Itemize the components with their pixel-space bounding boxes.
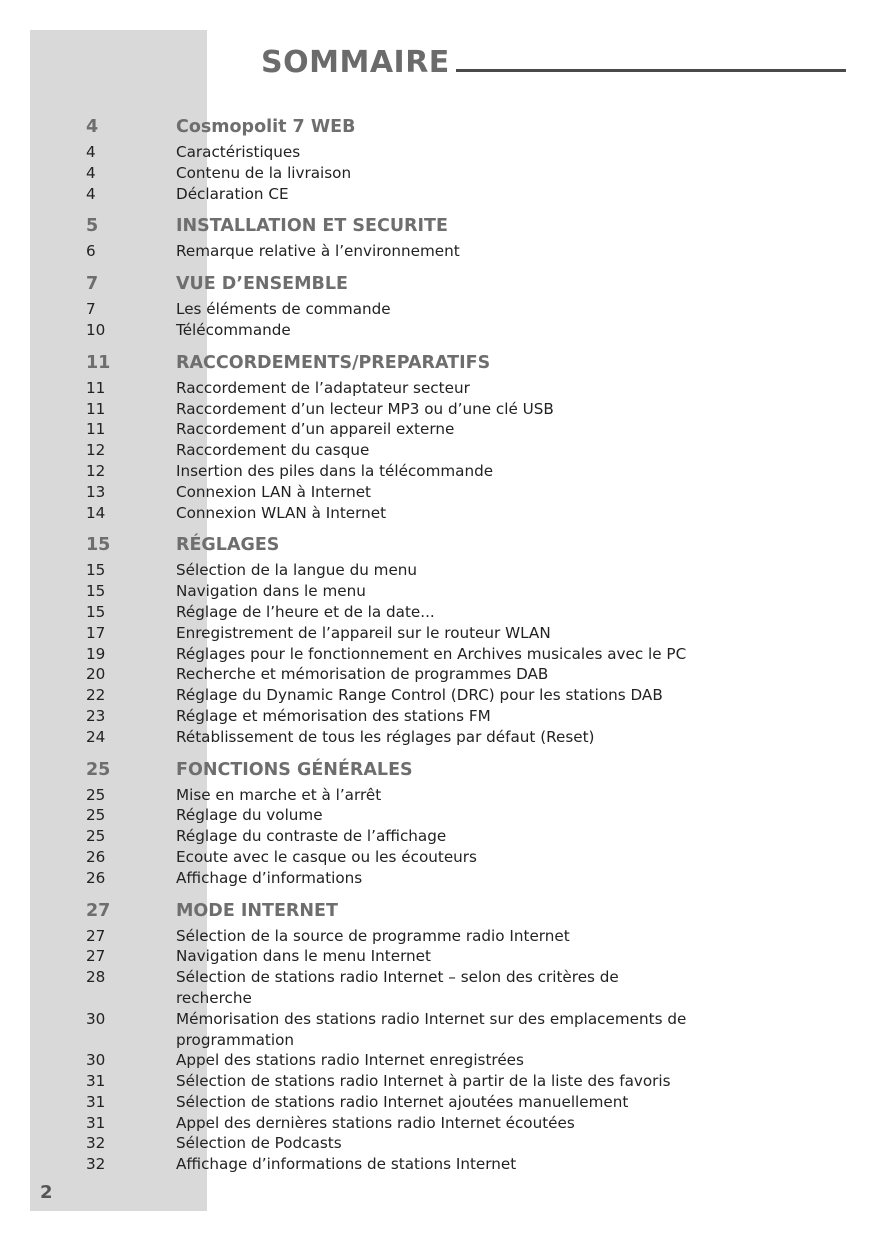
entry-page-number: 4 [86,143,96,161]
entry-page-number: 31 [86,1113,106,1132]
toc-entry[interactable] [0,1154,877,1175]
entry-label: Raccordement d’un appareil externe [176,420,455,439]
entry-page-number: 12 [86,461,106,480]
section-heading-text: RÉGLAGES [176,535,280,556]
entry-label: Insertion des piles dans la télécommande [176,461,494,480]
section-page-number: 11 [86,352,111,373]
entry-page-number: 11 [86,378,106,397]
entry-page-number: 4 [86,163,96,182]
toc-entry[interactable] [0,399,877,420]
toc-entry[interactable] [0,1050,877,1071]
entry-page-number: 27 [86,947,106,966]
toc-entry[interactable] [0,644,877,665]
entry-page-number: 28 [86,968,106,987]
toc-section-heading[interactable] [0,211,877,241]
section-heading-text: MODE INTERNET [176,900,338,921]
entry-label: Réglage du volume [176,806,323,825]
entry-page-number: 25 [86,785,106,804]
toc-entry[interactable] [0,440,877,461]
toc-section-heading[interactable] [0,112,877,142]
entry-page-number: 11 [86,399,106,418]
toc-entry[interactable] [0,503,877,524]
entry-label: Recherche et mémorisation de programmes DAB [176,665,549,684]
entry-label: Réglage du Dynamic Range Control (DRC) pour les stations DAB [176,686,663,705]
toc-entry[interactable] [0,1071,877,1092]
entry-label: Sélection de la langue du menu [176,561,418,580]
toc-entry[interactable] [0,805,877,826]
entry-label: Raccordement d’un lecteur MP3 ou d’une clé USB [176,399,554,418]
toc-entry[interactable] [0,706,877,727]
entry-label: Connexion WLAN à Internet [176,503,387,522]
toc-section [0,530,877,747]
entry-label: Déclaration CE [176,184,289,203]
toc-entry[interactable] [0,419,877,440]
entry-page-number: 11 [86,420,106,439]
toc-entry[interactable] [0,685,877,706]
section-heading-text: Cosmopolit 7 WEB [176,117,356,137]
entry-page-number: 31 [86,1072,106,1091]
toc-entry[interactable] [0,847,877,868]
toc-entry[interactable] [0,1009,877,1051]
toc-entry[interactable] [0,320,877,341]
entry-page-number: 26 [86,868,106,887]
toc-entry[interactable] [0,1092,877,1113]
entry-page-number: 22 [86,686,106,705]
entry-label: Contenu de la livraison [176,163,352,182]
toc-section-heading[interactable] [0,530,877,560]
entry-page-number: 14 [86,503,106,522]
entry-label: Télécommande [176,320,291,339]
toc-entry[interactable] [0,581,877,602]
toc-entry[interactable] [0,184,877,205]
entry-page-number: 13 [86,482,106,501]
entry-label: Mémorisation des stations radio Internet sur des emplacements de programmation [176,1009,687,1049]
toc-entry[interactable] [0,727,877,748]
entry-label: Caractéristiques [176,143,301,161]
toc-entry[interactable] [0,664,877,685]
entry-page-number: 27 [86,926,106,945]
page-title: SOMMAIRE [261,45,450,80]
entry-label: Sélection de stations radio Internet – selon des critères de recherche [176,968,619,1007]
entry-label: Affichage d’informations [176,868,363,887]
entry-page-number: 15 [86,561,106,580]
entry-page-number: 19 [86,644,106,663]
section-page-number: 5 [86,216,99,237]
entry-label: Sélection de stations radio Internet ajoutées manuellement [176,1092,629,1111]
entry-label: Les éléments de commande [176,300,391,319]
toc-section [0,112,877,204]
entry-page-number: 12 [86,441,106,460]
toc-section [0,348,877,524]
entry-label: Appel des dernières stations radio Internet écoutées [176,1113,575,1132]
toc-entry[interactable] [0,946,877,967]
section-heading-text: VUE D’ENSEMBLE [176,274,348,295]
toc-section-heading[interactable] [0,896,877,926]
toc-entry[interactable] [0,299,877,320]
page-number: 2 [40,1182,53,1203]
entry-label: Ecoute avec le casque ou les écouteurs [176,847,477,866]
toc-section-heading[interactable] [0,755,877,785]
toc-section [0,755,877,889]
entry-page-number: 30 [86,1009,106,1028]
entry-label: Sélection de Podcasts [176,1134,342,1153]
entry-label: Navigation dans le menu [176,582,366,601]
toc-entry[interactable] [0,868,877,889]
entry-page-number: 15 [86,602,106,621]
toc-section-heading[interactable] [0,269,877,299]
toc-entry[interactable] [0,163,877,184]
section-page-number: 25 [86,759,111,780]
entry-page-number: 24 [86,727,106,746]
section-heading-text: RACCORDEMENTS/PREPARATIFS [176,352,491,373]
toc-entry[interactable] [0,602,877,623]
entry-page-number: 32 [86,1155,106,1174]
toc-section [0,896,877,1176]
entry-page-number: 4 [86,184,96,203]
entry-page-number: 23 [86,706,106,725]
entry-label: Sélection de stations radio Internet à partir de la liste des favoris [176,1072,671,1091]
entry-label: Connexion LAN à Internet [176,482,372,501]
toc-section-heading[interactable] [0,348,877,378]
entry-label: Réglage de l’heure et de la date... [176,602,435,621]
section-page-number: 27 [86,900,111,921]
entry-page-number: 31 [86,1092,106,1111]
entry-page-number: 7 [86,300,96,319]
entry-label: Affichage d’informations de stations Internet [176,1155,517,1174]
entry-label: Rétablissement de tous les réglages par défaut (Reset) [176,727,595,746]
entry-page-number: 30 [86,1051,106,1070]
section-page-number: 7 [86,274,99,295]
entry-page-number: 20 [86,665,106,684]
toc-entry[interactable] [0,378,877,399]
toc-entry[interactable] [0,1133,877,1154]
entry-page-number: 26 [86,847,106,866]
entry-label: Réglages pour le fonctionnement en Archives musicales avec le PC [176,644,687,663]
entry-label: Navigation dans le menu Internet [176,947,431,966]
toc-entry[interactable] [0,623,877,644]
entry-label: Raccordement du casque [176,441,370,460]
entry-label: Remarque relative à l’environnement [176,242,460,261]
entry-page-number: 10 [86,320,106,339]
entry-label: Réglage du contraste de l’affichage [176,827,447,846]
toc-section [0,269,877,341]
section-heading-text: INSTALLATION ET SECURITE [176,216,448,237]
entry-page-number: 15 [86,582,106,601]
toc-entry[interactable] [0,461,877,482]
entry-page-number: 6 [86,242,96,261]
section-heading-text: FONCTIONS GÉNÉRALES [176,759,413,780]
entry-label: Raccordement de l’adaptateur secteur [176,378,470,397]
entry-label: Appel des stations radio Internet enregistrées [176,1051,524,1070]
toc-entry[interactable] [0,142,877,163]
table-of-contents [0,112,877,1175]
toc-entry[interactable] [0,826,877,847]
entry-label: Enregistrement de l’appareil sur le routeur WLAN [176,623,551,642]
toc-section [0,211,877,262]
toc-entry[interactable] [0,482,877,503]
section-page-number: 4 [86,117,99,137]
section-page-number: 15 [86,535,111,556]
title-rule [456,69,846,72]
toc-entry[interactable] [0,241,877,262]
entry-page-number: 17 [86,623,106,642]
toc-entry[interactable] [0,967,877,1009]
entry-label: Mise en marche et à l’arrêt [176,785,382,804]
entry-label: Réglage et mémorisation des stations FM [176,706,491,725]
entry-page-number: 25 [86,827,106,846]
toc-entry[interactable] [0,1113,877,1134]
toc-entry[interactable] [0,785,877,806]
toc-entry[interactable] [0,926,877,947]
toc-entry[interactable] [0,560,877,581]
entry-page-number: 25 [86,806,106,825]
entry-label: Sélection de la source de programme radio Internet [176,926,570,945]
entry-page-number: 32 [86,1134,106,1153]
